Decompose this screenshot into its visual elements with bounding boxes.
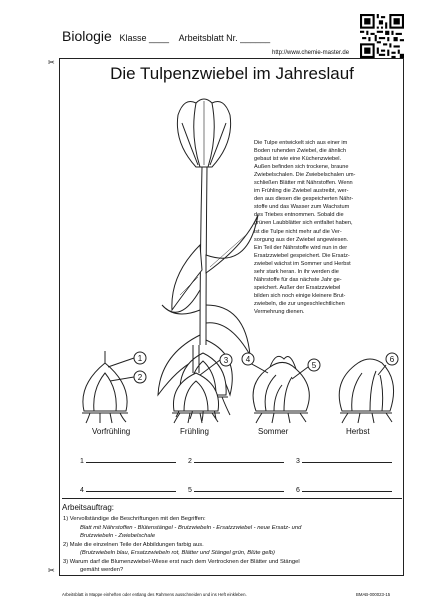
task-line: 3) Warum darf die Blumenzwiebel-Wiese erst nach dem Vertrocknen der Blätter und Stängel — [63, 559, 300, 565]
callout-number: 2 — [137, 373, 143, 382]
bulb-stages-illustration — [70, 345, 400, 425]
klasse-label: Klasse ____ — [119, 33, 169, 43]
section-divider — [62, 498, 402, 499]
scissors-icon: ✂ — [48, 58, 55, 67]
answer-blank[interactable]: 1 — [80, 455, 176, 465]
footer-code: BMAB-000023-15 — [356, 592, 391, 597]
footer-note: Arbeitsblatt in Mappe einheften oder entlang des Rahmens ausschneiden und ins Heft einkleben. — [62, 592, 247, 597]
task-line: (Brutzwiebeln blau, Ersatzzwiebeln rot, Blätter und Stängel grün, Blüte gelb) — [80, 550, 275, 556]
answer-blank[interactable]: 3 — [296, 455, 392, 465]
description-text: Die Tulpe entwickelt sich aus einer im Boden ruhenden Zwiebel, die ähnlich gebaut ist wie eine Küchenzwiebel. Außen befinden sich trockene, braune Zwiebelschalen. Die Zwiebelschalen um- schließen Blätter mit Nährstoffen. Wenn im Frühling die Zwiebel austreibt, wer- den aus diesen die gespeicherten Nähr- stoffe und das Wasser zum Wachstum des Triebes entnommen. Sobald die grünen Laubblätter sich entfaltet haben, ist die Tulpe nicht mehr auf die Ver- sorgung aus der Zwiebel angewiesen. Ein Teil der Nährstoffe wird nun in der Ersatzzwiebel gespeichert. Die Ersatz- zwiebel wächst im Sommer und Herbst sehr stark heran. In ihr werden die Nährstoffe für das nächste Jahr ge- speichert. Außer der Ersatzzwiebel bilden sich noch einige kleinere Brut- zwiebeln, die zur ungeschlechtlichen Vermehrung dienen. — [254, 140, 356, 315]
stage-label: Frühling — [180, 427, 209, 436]
task-line: gemäht werden? — [80, 567, 124, 573]
callout-number: 6 — [389, 355, 395, 364]
source-url: http://www.chemie-master.de — [272, 50, 350, 56]
qr-code — [360, 14, 404, 58]
stage-label: Sommer — [258, 427, 289, 436]
callout-number: 3 — [223, 356, 229, 365]
answer-blank[interactable]: 5 — [188, 484, 284, 494]
subject-label: Biologie — [62, 28, 112, 44]
task-line: 1) Vervollständige die Beschriftungen mit den Begriffen: — [63, 516, 206, 522]
blatt-label: Arbeitsblatt Nr. ______ — [178, 33, 271, 43]
callout-number: 4 — [245, 355, 251, 364]
stage-label: Herbst — [346, 427, 370, 436]
answer-blank[interactable]: 2 — [188, 455, 284, 465]
callout-number: 5 — [311, 361, 317, 370]
answer-blank[interactable]: 4 — [80, 484, 176, 494]
task-line: Brutzwiebeln - Zwiebelschale — [80, 533, 156, 539]
scissors-icon: ✂ — [48, 566, 55, 575]
page-title: Die Tulpenzwiebel im Jahreslauf — [110, 64, 354, 83]
worksheet-header — [62, 28, 270, 44]
stage-label: Vorfrühling — [92, 427, 131, 436]
answer-blank[interactable]: 6 — [296, 484, 392, 494]
task-line: 2) Male die einzelnen Teile der Abbildungen farbig aus. — [63, 542, 204, 548]
task-heading: Arbeitsauftrag: — [62, 503, 115, 512]
callout-number: 1 — [137, 354, 143, 363]
task-line: Blatt mit Nährstoffen - Blütenstängel - Brutzwiebeln - Ersatzzwiebel - neue Ersatz- und — [80, 525, 302, 531]
